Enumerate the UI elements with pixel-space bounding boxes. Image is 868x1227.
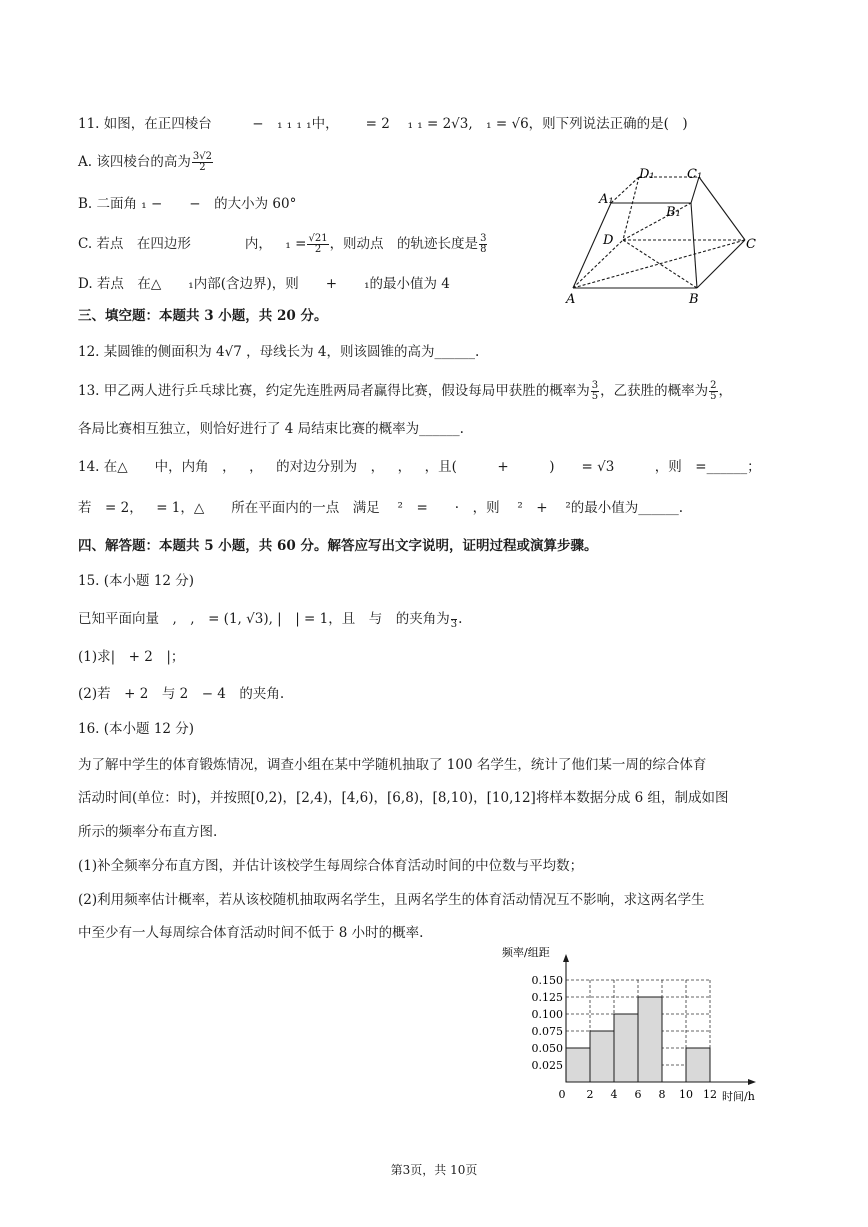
q14-line1: 14. 在△ 中，内角 ， ， 的对边分别为 ， ， ，且( + ) = √3 ，则 =______； (78, 459, 761, 475)
q14-line2: 若 = 2， = 1，△ 所在平面内的一点 满足 ² = · ，则 ² + ²的最小值为______. (78, 500, 684, 516)
label-b1: B₁ (666, 205, 681, 220)
x-tick-label: 10 (679, 1088, 693, 1101)
q11-option-d: D. 若点 在△ ₁内部(含边界)，则 + ₁的最小值为 4 (78, 276, 450, 292)
q15-part1: (1)求| + 2 |； (78, 649, 185, 665)
q16-part2-line1: (2)利用频率估计概率，若从该校随机抽取两名学生，且两名学生的体育活动情况互不影响，求这两名学生 (78, 892, 705, 908)
y-axis-arrow (563, 954, 569, 962)
y-tick-label: 0.025 (531, 1059, 563, 1072)
histogram-bar (566, 1048, 590, 1082)
frustum-figure (565, 165, 765, 305)
q12: 12. 某圆锥的侧面积为 4√7 ，母线长为 4，则该圆锥的高为______. (78, 344, 480, 360)
label-d1: D₁ (639, 167, 655, 182)
q16-line2: 活动时间(单位：时)，并按照[0,2)，[2,4)，[4,6)，[6,8)，[8,10)，[10,12]将样本数据分成 6 组，制成如图 (78, 790, 729, 806)
q11-option-c: C. 若点 在四边形 内， ₁ = $\frac{√21}{2}$ ，则动点 的轨迹长度是 $\frac{3}{8}$ (78, 233, 487, 255)
x-tick-label: 8 (658, 1088, 666, 1101)
page-number: 第3页，共 10页 (390, 1163, 478, 1177)
x-axis-label: 时间/h (722, 1090, 755, 1103)
y-tick-label: 0.150 (531, 974, 563, 987)
y-tick-label: 0.050 (531, 1042, 563, 1055)
q11-option-b: B. 二面角 ₁ − − 的大小为 60° (78, 196, 297, 212)
label-a1: A₁ (599, 192, 614, 207)
label-c1: C₁ (687, 167, 703, 182)
section-4-heading: 四、解答题：本题共 5 小题，共 60 分。解答应写出文字说明，证明过程或演算步骤。 (78, 538, 598, 554)
y-tick-label: 0.100 (531, 1008, 563, 1021)
x-tick-label: 6 (634, 1088, 642, 1101)
q16-line3: 所示的频率分布直方图. (78, 824, 218, 840)
q13-line1: 13. 甲乙两人进行乒乓球比赛，约定先连胜两局者赢得比赛，假设每局甲获胜的概率为 $\frac{3}{5}$ ，乙获胜的概率为 $\frac{2}{5}$ ， (78, 380, 733, 402)
y-tick-label: 0.075 (531, 1025, 563, 1038)
q16-line1: 为了解中学生的体育锻炼情况，调查小组在某中学随机抽取了 100 名学生，统计了他们某一周的综合体育 (78, 757, 707, 773)
x-tick-label: 12 (703, 1088, 717, 1101)
y-axis-label: 频率/组距 (502, 946, 550, 959)
label-a: A (566, 292, 576, 305)
label-b: B (689, 292, 699, 305)
q15-stem: 已知平面向量 , , = (1, √3), | | = 1，且 与 的夹角为 3 . (78, 611, 463, 630)
histogram-bar (638, 997, 662, 1082)
q11-stem: 11. 如图，在正四棱台 − ₁ ₁ ₁ ₁中， = 2 ₁ ₁ = 2√3, ₁ = √6，则下列说法正确的是( ) (78, 116, 688, 132)
q13-line2: 各局比赛相互独立，则恰好进行了 4 局结束比赛的概率为______. (78, 421, 464, 437)
q15-part2: (2)若 + 2 与 2 − 4 的夹角. (78, 686, 285, 702)
section-3-heading: 三、填空题：本题共 3 小题，共 20 分。 (78, 308, 328, 324)
frequency-histogram (500, 942, 780, 1112)
x-tick-label: 4 (610, 1088, 618, 1101)
label-d: D (603, 233, 614, 248)
q15-header: 15. (本小题 12 分) (78, 573, 195, 589)
q11-option-a: A. 该四棱台的高为 $\frac{3√2}{2}$ (78, 151, 212, 173)
x-tick-label: 0 (558, 1088, 566, 1101)
x-tick-label: 2 (586, 1088, 594, 1101)
x-axis-arrow (748, 1079, 756, 1085)
histogram-bar (590, 1031, 614, 1082)
q16-part1: (1)补全频率分布直方图，并估计该校学生每周综合体育活动时间的中位数与平均数； (78, 858, 584, 874)
q16-part2-line2: 中至少有一人每周综合体育活动时间不低于 8 小时的概率. (78, 925, 424, 941)
histogram-bar (614, 1014, 638, 1082)
y-tick-label: 0.125 (531, 991, 563, 1004)
label-c: C (746, 237, 756, 252)
q16-header: 16. (本小题 12 分) (78, 721, 195, 737)
histogram-bar (686, 1048, 710, 1082)
